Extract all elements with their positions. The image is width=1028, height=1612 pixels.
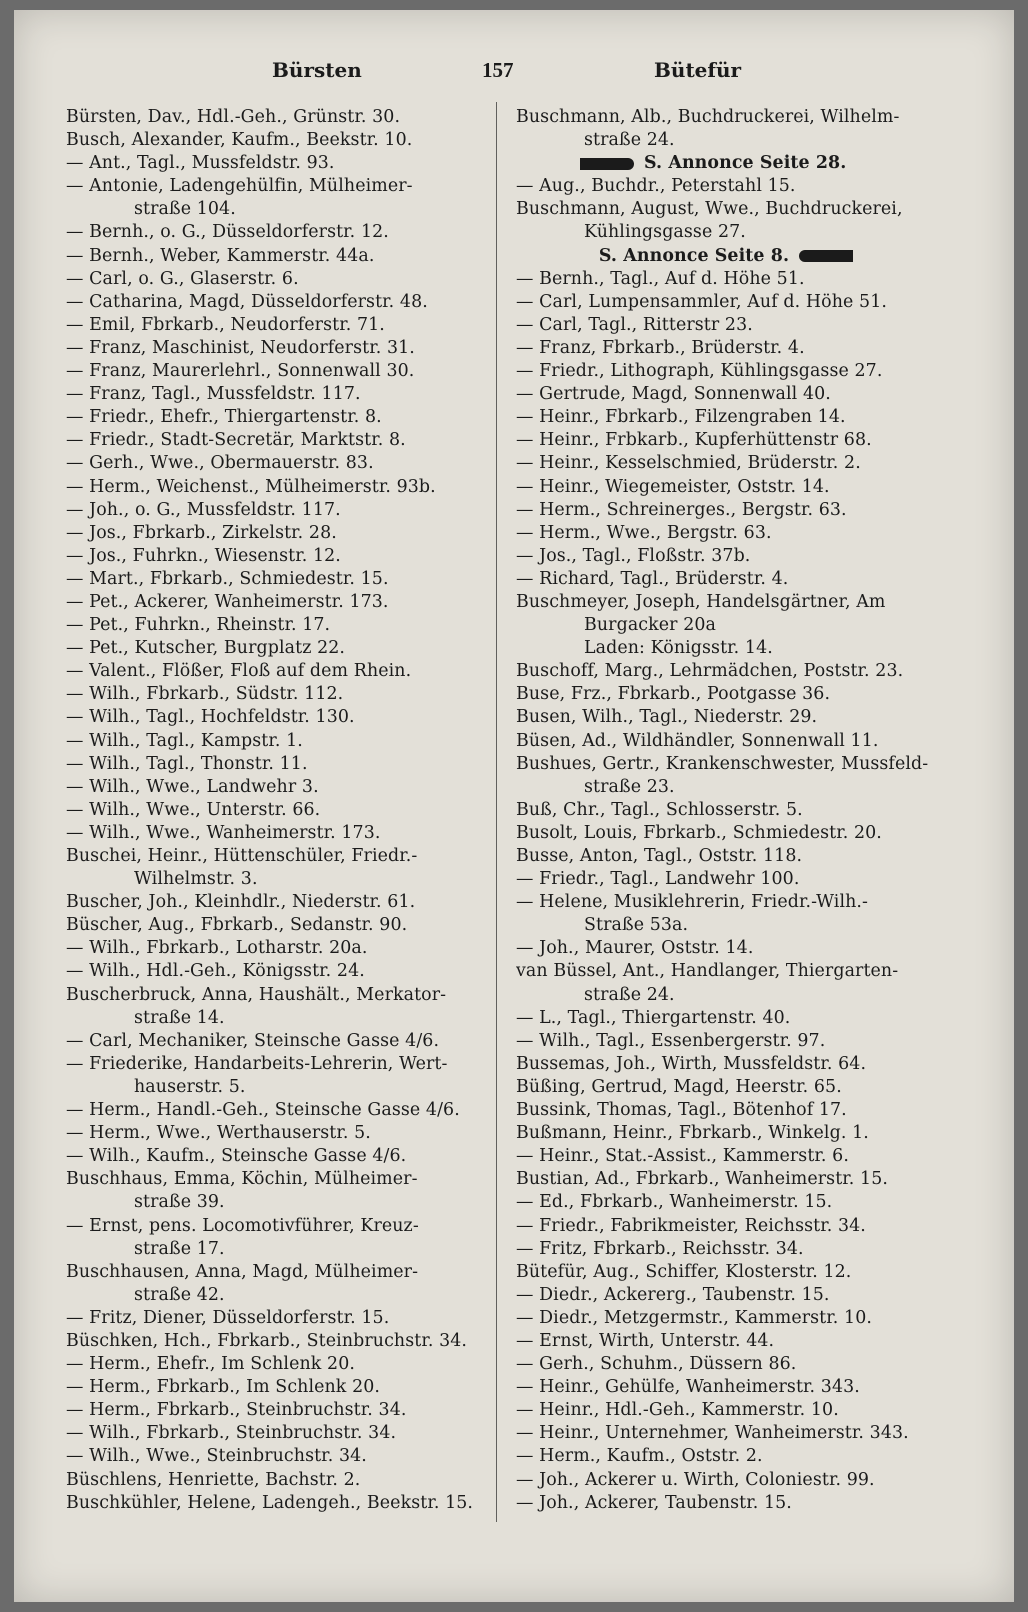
directory-entry-line: — Ed., Fbrkarb., Wanheimerstr. 15. [516, 1192, 833, 1213]
directory-entry-line: — Heinr., Gehülfe, Wanheimerstr. 343. [516, 1377, 860, 1398]
directory-entry-line: — Carl, Tagl., Ritterstr 23. [516, 314, 753, 335]
directory-entry-line: Buse, Frz., Fbrkarb., Pootgasse 36. [516, 684, 831, 705]
entry-continuation-line: straße 104. [134, 199, 236, 220]
directory-entry-line: — Wilh., Tagl., Thonstr. 11. [66, 753, 308, 774]
directory-entry-line: — Wilh., Fbrkarb., Steinbruchstr. 34. [66, 1423, 397, 1444]
directory-entry-line: — Heinr., Stat.-Assist., Kammerstr. 6. [516, 1146, 849, 1167]
directory-entry-line: Büschlens, Henriette, Bachstr. 2. [66, 1469, 361, 1490]
directory-entry-line: — Pet., Kutscher, Burgplatz 22. [66, 638, 346, 659]
directory-entry-line: — Carl, Lumpensammler, Auf d. Höhe 51. [516, 291, 887, 312]
directory-page [14, 10, 1014, 1602]
directory-entry-line: — Bernh., o. G., Düsseldorferstr. 12. [66, 222, 389, 243]
directory-entry-line: — Heinr., Unternehmer, Wanheimerstr. 343. [516, 1423, 909, 1444]
directory-entry-line: — Franz, Maschinist, Neudorferstr. 31. [66, 337, 415, 358]
directory-entry-line: Buschhaus, Emma, Köchin, Mülheimer- [66, 1169, 418, 1190]
annonce-text: S. Annonce Seite 8. [598, 245, 790, 266]
right-column [516, 106, 936, 1515]
directory-entry-line: — Aug., Buchdr., Peterstahl 15. [516, 176, 796, 197]
directory-entry-line: Busch, Alexander, Kaufm., Beekstr. 10. [66, 130, 413, 151]
page-header [14, 58, 1014, 88]
entry-continuation-line: straße 24. [584, 984, 675, 1005]
directory-entry-line: Büsen, Ad., Wildhändler, Sonnenwall 11. [516, 730, 879, 751]
page-number: 157 [482, 58, 514, 82]
directory-entry-line: — Franz, Maurerlehrl., Sonnenwall 30. [66, 361, 415, 382]
directory-entry-line: — Herm., Handl.-Geh., Steinsche Gasse 4/6. [66, 1100, 460, 1121]
directory-entry-line: — Heinr., Hdl.-Geh., Kammerstr. 10. [516, 1400, 839, 1421]
directory-entry-line: — Gerh., Wwe., Obermauerstr. 83. [66, 453, 374, 474]
directory-entry-line: Buscherbruck, Anna, Haushält., Merkator- [66, 984, 447, 1005]
directory-entry-line: Bütefür, Aug., Schiffer, Klosterstr. 12. [516, 1261, 852, 1282]
annonce-reference [516, 152, 936, 175]
directory-entry-line: — Joh., Ackerer, Taubenstr. 15. [516, 1492, 792, 1513]
directory-entry-line: — Pet., Ackerer, Wanheimerstr. 173. [66, 591, 389, 612]
directory-entry-line: — Jos., Fbrkarb., Zirkelstr. 28. [66, 522, 337, 543]
directory-entry-line: — Herm., Ehefr., Im Schlenk 20. [66, 1354, 355, 1375]
entry-continuation-line: straße 24. [584, 130, 675, 151]
directory-entry-line: — Friedr., Lithograph, Kühlingsgasse 27. [516, 361, 883, 382]
entry-continuation-line: hauserstr. 5. [134, 1076, 246, 1097]
directory-entry-line: — Wilh., Wwe., Unterstr. 66. [66, 799, 321, 820]
entry-continuation-line: Straße 53a. [584, 915, 689, 936]
directory-entry-line: — Herm., Kaufm., Oststr. 2. [516, 1446, 763, 1467]
directory-entry-line: — Heinr., Fbrkarb., Filzengraben 14. [516, 407, 846, 428]
directory-entry-line: Bustian, Ad., Fbrkarb., Wanheimerstr. 15. [516, 1169, 889, 1190]
directory-entry-line: — Fritz, Diener, Düsseldorferstr. 15. [66, 1307, 390, 1328]
directory-entry-line: — Helene, Musiklehrerin, Friedr.-Wilh.- [516, 892, 869, 913]
directory-entry-line: — Gertrude, Magd, Sonnenwall 40. [516, 384, 831, 405]
directory-entry-line: Buschmeyer, Joseph, Handelsgärtner, Am [516, 591, 886, 612]
directory-entry-line: — Joh., Ackerer u. Wirth, Coloniestr. 99. [516, 1469, 875, 1490]
directory-entry-line: — Richard, Tagl., Brüderstr. 4. [516, 568, 789, 589]
entry-continuation-line: Burgacker 20a [584, 615, 717, 636]
directory-entry-line: — Valent., Flößer, Floß auf dem Rhein. [66, 661, 412, 682]
directory-entry-line: — Herm., Fbrkarb., Im Schlenk 20. [66, 1377, 381, 1398]
directory-entry-line: — Emil, Fbrkarb., Neudorferstr. 71. [66, 314, 385, 335]
directory-entry-line: Bürsten, Dav., Hdl.-Geh., Grünstr. 30. [66, 107, 401, 127]
directory-entry-line: — Wilh., Tagl., Hochfeldstr. 130. [66, 707, 355, 728]
entry-continuation-line: straße 23. [584, 776, 675, 797]
pointing-hand-icon [580, 158, 634, 170]
header-right-keyword: Bütefür [654, 58, 742, 82]
directory-entry-line: — Friedr., Stadt-Secretär, Marktstr. 8. [66, 430, 406, 451]
pointing-hand-icon [799, 250, 853, 262]
directory-entry-line: — Friedr., Fabrikmeister, Reichsstr. 34. [516, 1215, 866, 1236]
directory-entry-line: — Heinr., Frbkarb., Kupferhüttenstr 68. [516, 430, 872, 451]
directory-entry-line: — Gerh., Schuhm., Düssern 86. [516, 1354, 797, 1375]
directory-entry-line: van Büssel, Ant., Handlanger, Thiergarten- [516, 961, 899, 982]
directory-entry-line: Büschken, Hch., Fbrkarb., Steinbruchstr. 34. [66, 1330, 468, 1351]
entry-continuation-line: straße 42. [134, 1284, 225, 1305]
directory-entry-line: — Ernst, Wirth, Unterstr. 44. [516, 1330, 775, 1351]
directory-entry-line: Büscher, Aug., Fbrkarb., Sedanstr. 90. [66, 915, 408, 936]
directory-entry-line: — Ernst, pens. Locomotivführer, Kreuz- [66, 1215, 419, 1236]
directory-entry-line: — Wilh., Wwe., Wanheimerstr. 173. [66, 822, 381, 843]
annonce-reference [516, 245, 936, 268]
directory-entry-line: — Wilh., Tagl., Kampstr. 1. [66, 730, 303, 751]
directory-entry-line: — Mart., Fbrkarb., Schmiedestr. 15. [66, 568, 389, 589]
left-column [66, 106, 480, 1515]
directory-entry-line: — Antonie, Ladengehülfin, Mülheimer- [66, 176, 413, 197]
directory-entry-line: Bushues, Gertr., Krankenschwester, Mussfeld- [516, 753, 929, 774]
directory-entry-line: Buschmann, Alb., Buchdruckerei, Wilhelm- [516, 107, 900, 127]
directory-entry-line: — Wilh., Hdl.-Geh., Königsstr. 24. [66, 961, 365, 982]
directory-entry-line: Büßing, Gertrud, Magd, Heerstr. 65. [516, 1076, 842, 1097]
directory-entry-line: — Pet., Fuhrkn., Rheinstr. 17. [66, 615, 331, 636]
directory-entry-line: — Wilh., Fbrkarb., Südstr. 112. [66, 684, 344, 705]
directory-entry-line: — Catharina, Magd, Düsseldorferstr. 48. [66, 291, 428, 312]
entry-continuation-line: Wilhelmstr. 3. [134, 869, 258, 890]
directory-entry-line: Buschoff, Marg., Lehrmädchen, Poststr. 23. [516, 661, 904, 682]
directory-entry-line: — Wilh., Kaufm., Steinsche Gasse 4/6. [66, 1146, 407, 1167]
directory-entry-line: — Joh., o. G., Mussfeldstr. 117. [66, 499, 341, 520]
entry-continuation-line: straße 39. [134, 1192, 225, 1213]
directory-entry-line: Busolt, Louis, Fbrkarb., Schmiedestr. 20. [516, 822, 882, 843]
directory-entry-line: — Friedr., Ehefr., Thiergartenstr. 8. [66, 407, 382, 428]
directory-entry-line: — Herm., Wwe., Bergstr. 63. [516, 522, 772, 543]
directory-entry-line: — Herm., Weichenst., Mülheimerstr. 93b. [66, 476, 436, 497]
entry-continuation-line: Laden: Königsstr. 14. [584, 638, 773, 659]
directory-entry-line: — Friederike, Handarbeits-Lehrerin, Wert- [66, 1053, 448, 1074]
directory-entry-line: — Diedr., Metzgermstr., Kammerstr. 10. [516, 1307, 872, 1328]
annonce-text: S. Annonce Seite 28. [644, 153, 847, 174]
directory-entry-line: — Heinr., Wiegemeister, Oststr. 14. [516, 476, 830, 497]
directory-entry-line: — Wilh., Fbrkarb., Lotharstr. 20a. [66, 938, 368, 959]
directory-entry-line: — Joh., Maurer, Oststr. 14. [516, 938, 754, 959]
directory-entry-line: — Carl, Mechaniker, Steinsche Gasse 4/6. [66, 1030, 440, 1051]
directory-entry-line: — Franz, Fbrkarb., Brüderstr. 4. [516, 337, 805, 358]
directory-entry-line: — Wilh., Wwe., Landwehr 3. [66, 776, 319, 797]
directory-entry-line: — L., Tagl., Thiergartenstr. 40. [516, 1007, 791, 1028]
directory-entry-line: Busse, Anton, Tagl., Oststr. 118. [516, 846, 803, 866]
directory-entry-line: Bußmann, Heinr., Fbrkarb., Winkelg. 1. [516, 1123, 869, 1144]
directory-entry-line: Buß, Chr., Tagl., Schlosserstr. 5. [516, 799, 803, 820]
directory-entry-line: — Heinr., Kesselschmied, Brüderstr. 2. [516, 453, 861, 474]
directory-entry-line: — Wilh., Wwe., Steinbruchstr. 34. [66, 1446, 367, 1467]
directory-entry-line: — Ant., Tagl., Mussfeldstr. 93. [66, 153, 335, 174]
header-left-keyword: Bürsten [272, 58, 362, 82]
directory-entry-line: Buscher, Joh., Kleinhdlr., Niederstr. 61. [66, 892, 416, 913]
directory-entry-line: — Carl, o. G., Glaserstr. 6. [66, 268, 299, 289]
directory-entry-line: Bussemas, Joh., Wirth, Mussfeldstr. 64. [516, 1053, 867, 1074]
directory-entry-line: — Wilh., Tagl., Essenbergerstr. 97. [516, 1030, 826, 1051]
directory-entry-line: Buschhausen, Anna, Magd, Mülheimer- [66, 1261, 419, 1282]
directory-entry-line: Buschmann, August, Wwe., Buchdruckerei, [516, 199, 903, 220]
directory-entry-line: — Fritz, Fbrkarb., Reichsstr. 34. [516, 1238, 804, 1259]
directory-entry-line: — Diedr., Ackererg., Taubenstr. 15. [516, 1284, 830, 1305]
entry-continuation-line: Kühlingsgasse 27. [584, 222, 746, 243]
directory-entry-line: — Jos., Tagl., Floßstr. 37b. [516, 545, 751, 566]
directory-entry-line: Busen, Wilh., Tagl., Niederstr. 29. [516, 707, 818, 728]
directory-entry-line: — Herm., Schreinerges., Bergstr. 63. [516, 499, 847, 520]
directory-entry-line: — Franz, Tagl., Mussfeldstr. 117. [66, 384, 361, 405]
directory-entry-line: Buschei, Heinr., Hüttenschüler, Friedr.- [66, 846, 418, 866]
directory-entry-line: Buschkühler, Helene, Ladengeh., Beekstr. 15. [66, 1492, 474, 1513]
entry-continuation-line: straße 14. [134, 1007, 225, 1028]
column-divider [496, 102, 497, 1522]
directory-entry-line: — Jos., Fuhrkn., Wiesenstr. 12. [66, 545, 341, 566]
directory-entry-line: — Herm., Wwe., Werthauserstr. 5. [66, 1123, 371, 1144]
directory-entry-line: — Friedr., Tagl., Landwehr 100. [516, 869, 800, 890]
directory-entry-line: — Bernh., Weber, Kammerstr. 44a. [66, 245, 375, 266]
directory-entry-line: Bussink, Thomas, Tagl., Bötenhof 17. [516, 1100, 847, 1121]
directory-entry-line: — Herm., Fbrkarb., Steinbruchstr. 34. [66, 1400, 407, 1421]
directory-entry-line: — Bernh., Tagl., Auf d. Höhe 51. [516, 268, 805, 289]
entry-continuation-line: straße 17. [134, 1238, 225, 1259]
